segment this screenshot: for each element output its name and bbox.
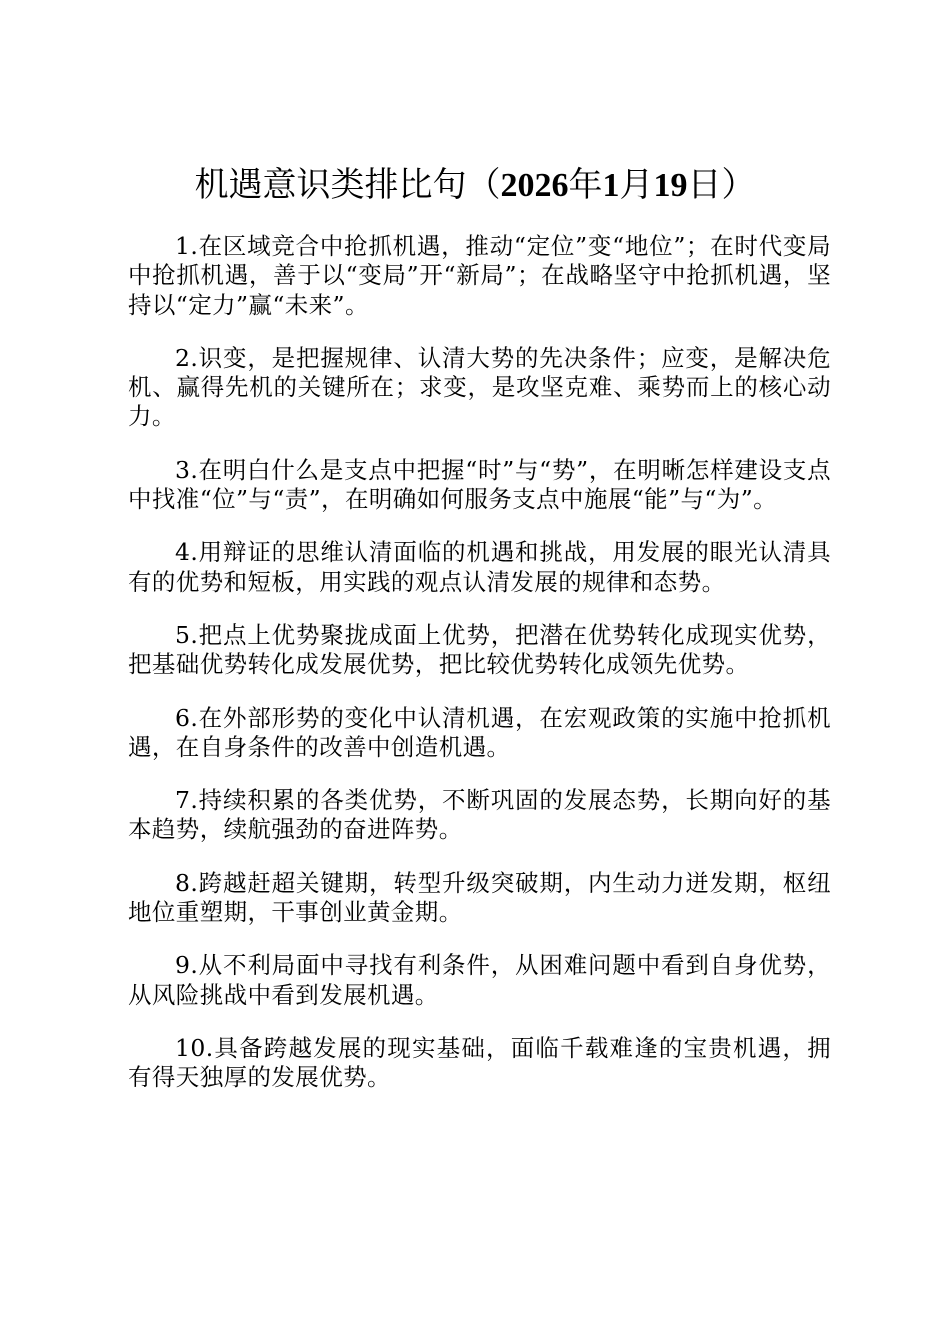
sentence-item-8: 8.跨越赶超关键期，转型升级突破期，内生动力迸发期，枢纽地位重塑期，干事创业黄金期。 bbox=[128, 868, 831, 927]
document-title bbox=[0, 163, 950, 208]
sentence-list bbox=[128, 232, 831, 1117]
sentence-item-5: 5.把点上优势聚拢成面上优势，把潜在优势转化成现实优势，把基础优势转化成发展优势，把比较优势转化成领先优势。 bbox=[128, 620, 831, 679]
sentence-item-9: 9.从不利局面中寻找有利条件，从困难问题中看到自身优势，从风险挑战中看到发展机遇。 bbox=[128, 951, 831, 1009]
sentence-item-6: 6.在外部形势的变化中认清机遇，在宏观政策的实施中抢抓机遇，在自身条件的改善中创造机遇。 bbox=[128, 703, 831, 761]
sentence-item-7: 7.持续积累的各类优势，不断巩固的发展态势，长期向好的基本趋势，续航强劲的奋进阵势。 bbox=[128, 786, 831, 844]
title-day-unit: 日） bbox=[687, 165, 756, 205]
title-text-lead: 机遇意识类排比句（ bbox=[194, 165, 501, 205]
title-day: 19 bbox=[653, 167, 688, 204]
title-month: 1 bbox=[602, 167, 620, 204]
sentence-item-1: 1.在区域竞合中抢抓机遇，推动“定位”变“地位”；在时代变局中抢抓机遇，善于以“变局”开“新局”；在战略坚守中抢抓机遇，坚持以“定力”赢“未来”。 bbox=[128, 232, 831, 319]
sentence-item-3: 3.在明白什么是支点中把握“时”与“势”，在明晰怎样建设支点中找准“位”与“责”，在明确如何服务支点中施展“能”与“为”。 bbox=[128, 455, 831, 514]
title-year-unit: 年 bbox=[568, 165, 603, 205]
title-year: 2026 bbox=[500, 167, 569, 204]
sentence-item-4: 4.用辩证的思维认清面临的机遇和挑战，用发展的眼光认清具有的优势和短板，用实践的观点认清发展的规律和态势。 bbox=[128, 538, 831, 596]
title-month-unit: 月 bbox=[619, 165, 654, 205]
sentence-item-10: 10.具备跨越发展的现实基础，面临千载难逢的宝贵机遇，拥有得天独厚的发展优势。 bbox=[128, 1033, 831, 1092]
sentence-item-2: 2.识变，是把握规律、认清大势的先决条件；应变，是解决危机、赢得先机的关键所在；求变，是攻坚克难、乘势而上的核心动力。 bbox=[128, 343, 831, 431]
